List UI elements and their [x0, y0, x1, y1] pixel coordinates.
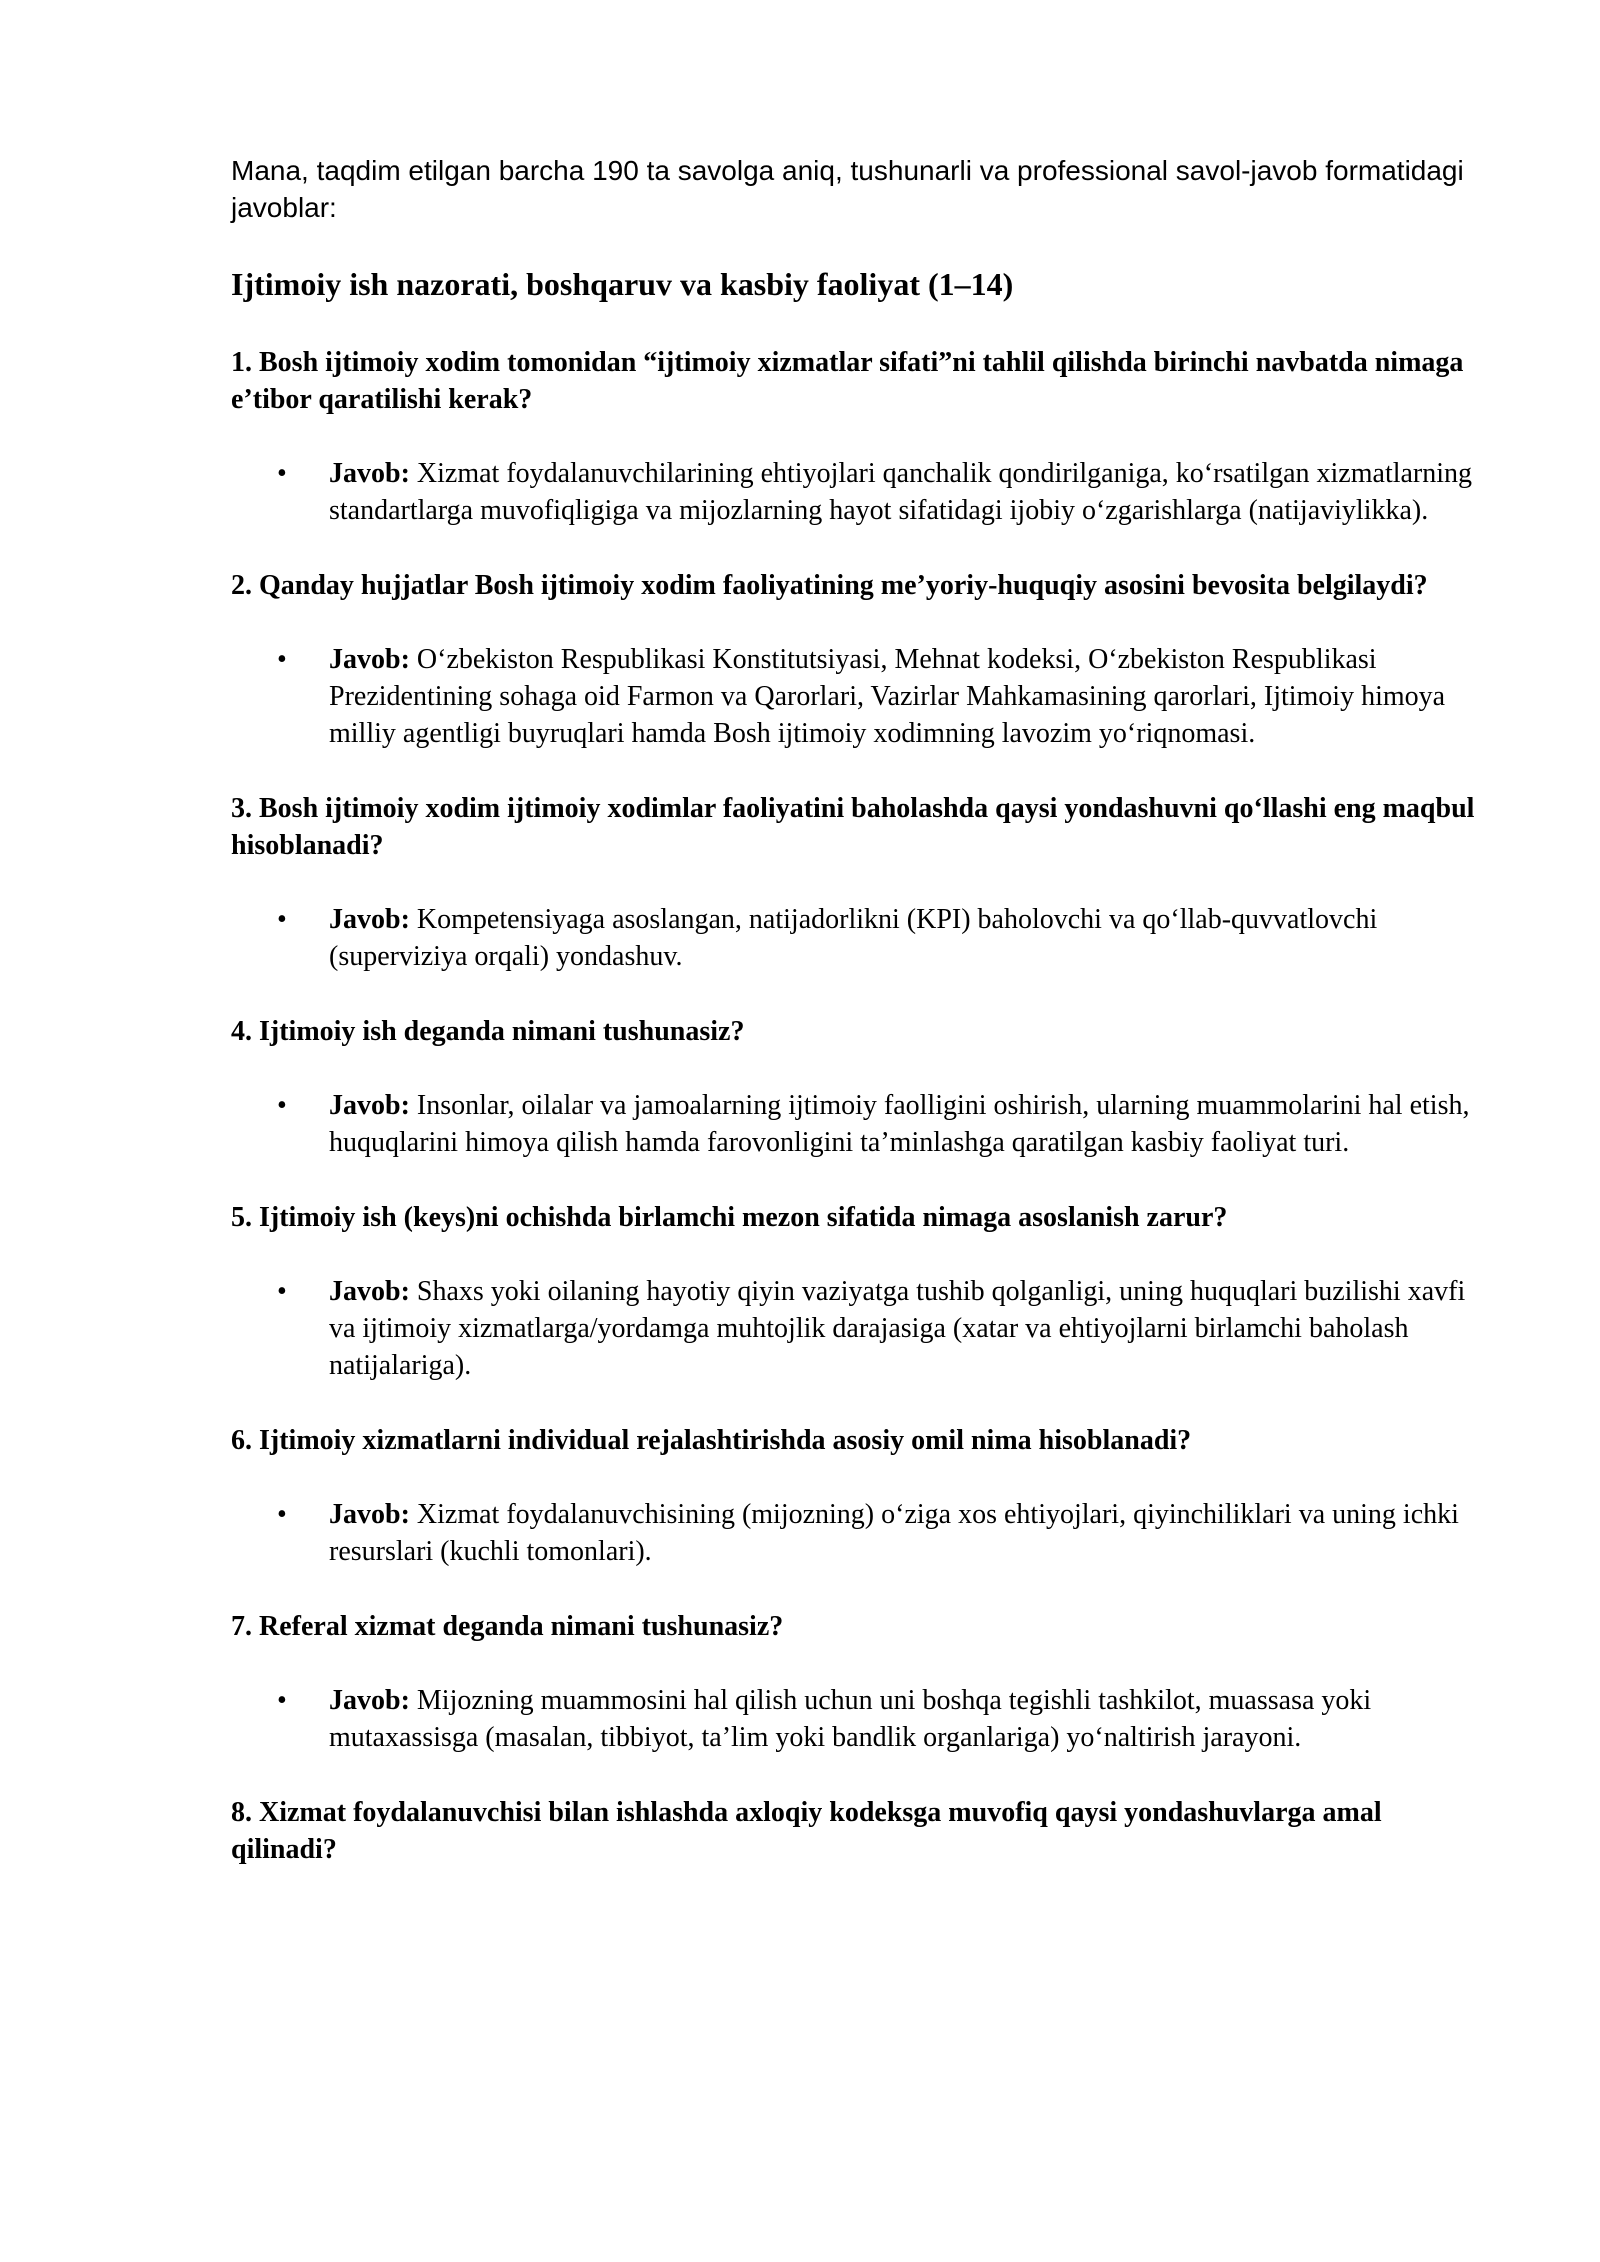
- qa-item: [231, 1199, 1491, 1384]
- answer-item: [231, 455, 1491, 529]
- answer-label: Javob:: [329, 904, 410, 935]
- answer-item: [231, 1087, 1491, 1161]
- answer-item: [231, 1682, 1491, 1756]
- bullet-icon: •: [277, 1276, 287, 1307]
- qa-item: [231, 1608, 1491, 1756]
- answer-text: Xizmat foydalanuvchilarining ehtiyojlari qanchalik qondirilganiga, koʻrsatilgan xizmatlarning standartlarga muvofiqligiga va mijozlarning hayot sifatidagi ijobiy oʻzgarishlarga (natijaviylikka).: [329, 458, 1473, 526]
- answer-label: Javob:: [329, 1090, 410, 1121]
- qa-list: [231, 344, 1491, 1868]
- answer-list: [231, 901, 1491, 975]
- answer-label: Javob:: [329, 644, 410, 675]
- qa-item: [231, 1013, 1491, 1161]
- answer-item: [231, 1496, 1491, 1570]
- question-text: 3. Bosh ijtimoiy xodim ijtimoiy xodimlar faoliyatini baholashda qaysi yondashuvni qoʻllashi eng maqbul hisoblanadi?: [231, 793, 1475, 861]
- answer-item: [231, 1273, 1491, 1384]
- answer-item: [231, 641, 1491, 752]
- answer-list: [231, 455, 1491, 529]
- answer-list: [231, 1496, 1491, 1570]
- answer-list: [231, 1087, 1491, 1161]
- question-text: 8. Xizmat foydalanuvchisi bilan ishlashda axloqiy kodeksga muvofiq qaysi yondashuvlarga amal qilinadi?: [231, 1797, 1382, 1865]
- answer-label: Javob:: [329, 1499, 410, 1530]
- answer-text: Oʻzbekiston Respublikasi Konstitutsiyasi, Mehnat kodeksi, Oʻzbekiston Respublikasi Prezidentining sohaga oid Farmon va Qarorlari, Vazirlar Mahkamasining qarorlari, Ijtimoiy himoya milliy agentligi buyruqlari hamda Bosh ijtimoiy xodimning lavozim yoʻriqnomasi.: [329, 644, 1446, 749]
- answer-label: Javob:: [329, 1685, 410, 1716]
- answer-list: [231, 641, 1491, 752]
- qa-item: [231, 1794, 1491, 1868]
- bullet-icon: •: [277, 1090, 287, 1121]
- answer-list: [231, 1682, 1491, 1756]
- bullet-icon: •: [277, 458, 287, 489]
- qa-item: [231, 790, 1491, 975]
- qa-item: [231, 567, 1491, 752]
- bullet-icon: •: [277, 644, 287, 675]
- answer-text: Insonlar, oilalar va jamoalarning ijtimoiy faolligini oshirish, ularning muammolarini hal etish, huquqlarini himoya qilish hamda farovonligini ta’minlashga qaratilgan kasbiy faoliyat turi.: [329, 1090, 1470, 1158]
- question-text: 2. Qanday hujjatlar Bosh ijtimoiy xodim faoliyatining me’yoriy-huquqiy asosini bevosita belgilaydi?: [231, 570, 1428, 601]
- answer-item: [231, 901, 1491, 975]
- bullet-icon: •: [277, 1685, 287, 1716]
- answer-text: Shaxs yoki oilaning hayotiy qiyin vaziyatga tushib qolganligi, uning huquqlari buzilishi xavfi va ijtimoiy xizmatlarga/yordamga muhtojlik darajasiga (xatar va ehtiyojlarni birlamchi baholash natijalariga).: [329, 1276, 1466, 1381]
- intro-text: Mana, taqdim etilgan barcha 190 ta savolga aniq, tushunarli va professional savol-javob formatidagi javoblar:: [231, 155, 1464, 223]
- qa-item: [231, 1422, 1491, 1570]
- bullet-icon: •: [277, 904, 287, 935]
- question-text: 6. Ijtimoiy xizmatlarni individual rejalashtirishda asosiy omil nima hisoblanadi?: [231, 1425, 1192, 1456]
- qa-item: [231, 344, 1491, 529]
- question-text: 4. Ijtimoiy ish deganda nimani tushunasiz?: [231, 1016, 745, 1047]
- answer-text: Kompetensiyaga asoslangan, natijadorlikni (KPI) baholovchi va qoʻllab-quvvatlovchi (superviziya orqali) yondashuv.: [329, 904, 1378, 972]
- answer-label: Javob:: [329, 1276, 410, 1307]
- bullet-icon: •: [277, 1499, 287, 1530]
- question-text: 1. Bosh ijtimoiy xodim tomonidan “ijtimoiy xizmatlar sifati”ni tahlil qilishda birinchi navbatda nimaga e’tibor qaratilishi kerak?: [231, 347, 1464, 415]
- answer-label: Javob:: [329, 458, 410, 489]
- question-text: 5. Ijtimoiy ish (keys)ni ochishda birlamchi mezon sifatida nimaga asoslanish zarur?: [231, 1202, 1228, 1233]
- question-text: 7. Referal xizmat deganda nimani tushunasiz?: [231, 1611, 784, 1642]
- document-page: [231, 152, 1491, 1906]
- answer-list: [231, 1273, 1491, 1384]
- section-heading: Ijtimoiy ish nazorati, boshqaruv va kasbiy faoliyat (1–14): [231, 266, 1014, 302]
- answer-text: Mijozning muammosini hal qilish uchun uni boshqa tegishli tashkilot, muassasa yoki mutaxassisga (masalan, tibbiyot, ta’lim yoki bandlik organlariga) yoʻnaltirish jarayoni.: [329, 1685, 1372, 1753]
- answer-text: Xizmat foydalanuvchisining (mijozning) oʻziga xos ehtiyojlari, qiyinchiliklari va uning ichki resurslari (kuchli tomonlari).: [329, 1499, 1459, 1567]
